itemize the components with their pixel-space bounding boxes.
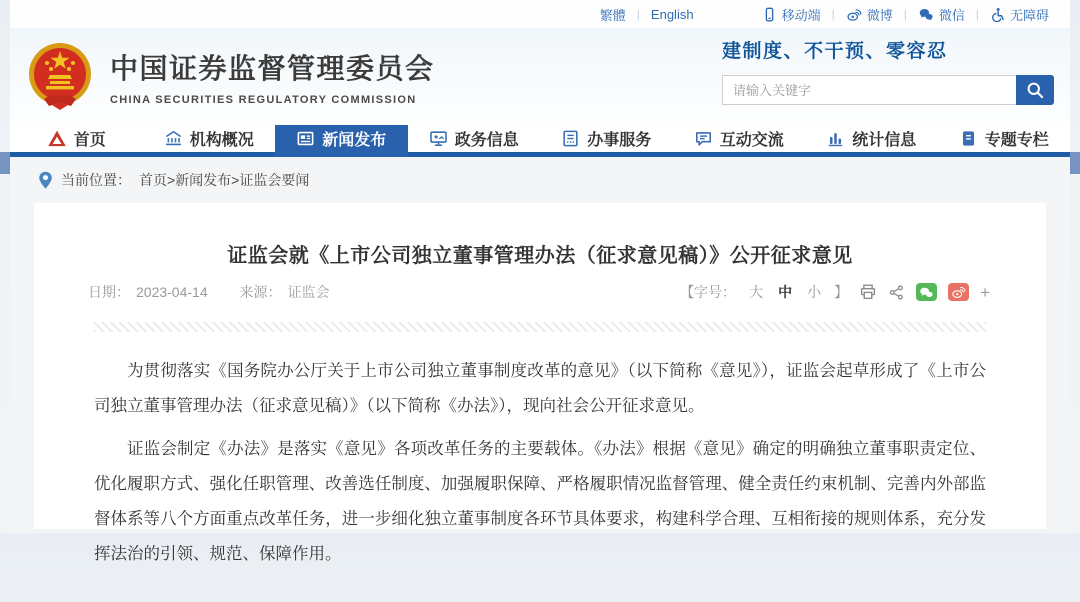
wechat-share-icon	[919, 286, 934, 299]
weibo-link[interactable]	[835, 5, 904, 24]
wechat-icon	[918, 7, 934, 22]
lang-traditional-link[interactable]	[589, 5, 637, 24]
monitor-icon	[429, 129, 448, 148]
breadcrumb	[34, 157, 1046, 203]
print-button[interactable]	[859, 283, 877, 301]
fontsize-small-button[interactable]: 小	[807, 284, 822, 300]
nav-label: 政务信息	[454, 132, 519, 149]
weibo-icon	[846, 7, 862, 22]
header-right	[722, 36, 1054, 105]
org-name-en: CHINA SECURITIES REGULATORY COMMISSION	[110, 94, 417, 106]
share-icon	[888, 284, 905, 301]
separator: |	[636, 7, 640, 21]
nav-item-interaction[interactable]	[673, 125, 806, 152]
nav-item-gov-info[interactable]	[408, 125, 541, 152]
site-header	[10, 28, 1070, 125]
nav-label: 互动交流	[719, 132, 784, 149]
mobile-link[interactable]	[751, 5, 832, 24]
article-body	[34, 332, 1046, 602]
fontsize-medium-button[interactable]: 中	[778, 284, 793, 300]
top-utility-bar	[10, 0, 1070, 28]
separator: |	[975, 7, 979, 21]
share-button[interactable]	[888, 284, 905, 301]
newspaper-icon	[296, 129, 315, 148]
lang-english-link[interactable]	[640, 7, 705, 22]
share-wechat-button[interactable]	[916, 283, 937, 301]
fontsize-prefix: 【字号：	[680, 284, 737, 300]
more-share-button[interactable]: +	[980, 282, 990, 302]
location-pin-icon	[38, 171, 53, 190]
nav-label: 办事服务	[587, 132, 652, 149]
bank-icon	[164, 129, 183, 148]
accessibility-icon	[990, 7, 1005, 22]
nav-label: 专题专栏	[984, 132, 1049, 149]
nav-item-special-topics[interactable]	[938, 125, 1071, 152]
search-input[interactable]	[722, 75, 1016, 105]
weibo-label: 微博	[866, 7, 893, 23]
nav-label: 首页	[73, 132, 106, 149]
mobile-label: 移动端	[781, 7, 821, 23]
barchart-icon	[826, 129, 845, 148]
lang-traditional-label: 繁體	[599, 7, 626, 23]
nav-item-home[interactable]	[10, 125, 143, 152]
separator: |	[903, 7, 907, 21]
nav-label: 机构概况	[189, 132, 254, 149]
search-box	[722, 75, 1054, 105]
article-paragraph: 证监会制定《办法》是落实《意见》各项改革任务的主要载体。《办法》根据《意见》确定的明确独立董事职责定位、优化履职方式、强化任职管理、改善选任制度、加强履职保障、严格履职情况监督管理、健全责任约束机制、完善内外部监督体系等八个方面重点改革任务，进一步细化独立董事制度各环节具体要求，构建科学合理、互相衔接的规则体系，充分发挥法治的引领、规范、保障作用。	[94, 440, 986, 563]
article-paragraph: 为贯彻落实《国务院办公厅关于上市公司独立董事制度改革的意见》（以下简称《意见》），证监会起草形成了《上市公司独立董事管理办法（征求意见稿）》（以下简称《办法》），现向社会公开征求意见。	[94, 362, 986, 415]
article-card	[34, 203, 1046, 563]
national-emblem-logo	[22, 39, 98, 115]
main-content-area	[10, 157, 1070, 563]
org-name-cn: 中国证券监督管理委员会	[110, 53, 435, 84]
article-meta-row	[34, 282, 1046, 302]
search-button[interactable]	[1016, 75, 1054, 105]
accessibility-link[interactable]	[979, 5, 1060, 24]
search-icon	[1025, 80, 1045, 100]
date-value: 2023-04-14	[136, 284, 208, 300]
site-slogan: 建制度、不干预、零容忍	[722, 41, 948, 62]
csrc-logo-icon	[47, 129, 67, 149]
journal-icon	[959, 129, 978, 148]
nav-item-news[interactable]	[275, 125, 408, 157]
article-title: 证监会就《上市公司独立董事管理办法（征求意见稿）》公开征求意见	[227, 245, 853, 267]
nav-item-about[interactable]	[143, 125, 276, 152]
breadcrumb-path[interactable]: 首页>新闻发布>证监会要闻	[139, 172, 310, 188]
nav-item-services[interactable]	[540, 125, 673, 152]
nav-label: 统计信息	[852, 132, 917, 149]
printer-icon	[859, 283, 877, 301]
article-tools	[680, 282, 990, 302]
source-label: 来源：	[239, 284, 282, 300]
date-label: 日期：	[88, 284, 130, 300]
page-wrapper	[10, 0, 1070, 157]
article-meta-left	[88, 282, 336, 302]
nav-item-statistics[interactable]	[805, 125, 938, 152]
nav-label: 新闻发布	[322, 132, 387, 149]
wechat-link[interactable]	[907, 5, 976, 24]
form-icon	[561, 129, 580, 148]
fontsize-large-button[interactable]: 大	[749, 284, 764, 300]
source-value: 证监会	[287, 284, 330, 300]
separator: |	[831, 7, 835, 21]
breadcrumb-label: 当前位置：	[61, 172, 131, 188]
wechat-label: 微信	[938, 7, 965, 23]
fontsize-suffix: 】	[834, 284, 849, 300]
share-weibo-button[interactable]	[948, 283, 969, 301]
chat-icon	[694, 129, 713, 148]
org-names	[110, 47, 435, 106]
main-nav	[10, 125, 1070, 157]
mobile-icon	[762, 7, 777, 22]
lang-english-label: English	[650, 6, 694, 22]
hatched-divider	[94, 322, 986, 332]
accessibility-label: 无障碍	[1009, 7, 1049, 23]
weibo-share-icon	[951, 286, 966, 299]
